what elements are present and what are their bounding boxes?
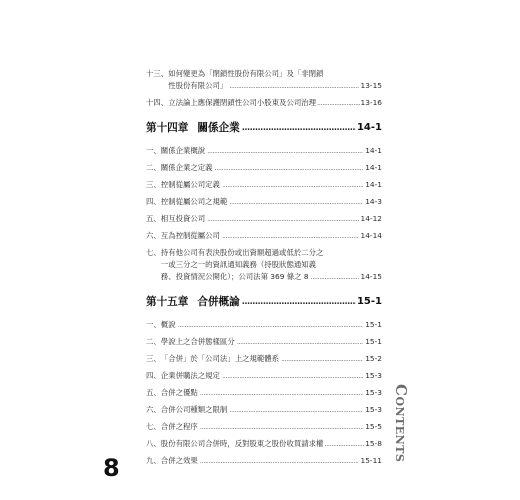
entry-number: 七、	[146, 248, 161, 257]
entry-title: 概說	[160, 320, 176, 329]
entry-page: 15-1	[365, 337, 382, 346]
dot-leader	[281, 355, 363, 363]
entry-title: 關係企業之定義	[160, 163, 213, 172]
dot-leader	[311, 273, 359, 281]
toc-entry-14-1[interactable]	[146, 145, 382, 157]
entry-title: 合併公司種類之限制	[160, 405, 228, 414]
toc-entry-15-3[interactable]	[146, 353, 382, 365]
entry-title: 「合併」於「公司法」上之規範體系	[160, 354, 280, 363]
entry-page: 15-8	[365, 439, 382, 448]
entry-page: 15-1	[365, 320, 382, 329]
entry-title: 合併之優點	[160, 388, 198, 397]
entry-title: 控制從屬公司之規範	[160, 197, 228, 206]
toc-entry-15-9[interactable]	[146, 455, 382, 467]
toc-entry-15-4[interactable]	[146, 370, 382, 382]
entry-title: 股份有限公司合併時，反對股東之股份收買請求權	[160, 439, 324, 448]
entry-page: 14-12	[360, 214, 382, 223]
entry-number: 五、	[146, 214, 161, 223]
entry-number: 三、	[146, 180, 161, 189]
toc-entry-14-2[interactable]	[146, 162, 382, 174]
entry-title: 合併之效果	[160, 456, 198, 465]
dot-leader	[200, 423, 363, 431]
entry-page: 14-1	[365, 146, 382, 155]
entry-page: 14-1	[365, 180, 382, 189]
chapter-heading-14[interactable]	[146, 121, 382, 135]
dot-leader	[222, 372, 363, 380]
toc-entry-15-6[interactable]	[146, 404, 382, 416]
entry-number: 九、	[146, 456, 161, 465]
entry-page: 14-15	[360, 272, 382, 281]
entry-number: 二、	[146, 163, 161, 172]
dot-leader	[229, 198, 363, 206]
chapter-page: 15-1	[356, 296, 382, 307]
toc-entry-15-2[interactable]	[146, 336, 382, 348]
dot-leader	[237, 338, 364, 346]
toc-entry-13-14[interactable]	[146, 97, 382, 109]
chapter-page: 14-1	[356, 122, 382, 133]
dot-leader	[229, 406, 363, 414]
dot-leader	[229, 82, 358, 90]
chapter-title: 關係企業	[197, 122, 240, 134]
chapter-number: 第十四章	[146, 122, 189, 134]
entry-title: 合併之程序	[160, 422, 198, 431]
entry-title: 互為控制從屬公司	[160, 231, 220, 240]
entry-page: 14-3	[365, 197, 382, 206]
entry-page: 15-3	[365, 405, 382, 414]
dot-leader	[242, 124, 356, 133]
entry-number: 六、	[146, 405, 161, 414]
entry-number: 二、	[146, 337, 161, 346]
toc-entry-15-7[interactable]	[146, 421, 382, 433]
entry-page: 15-11	[360, 456, 382, 465]
entry-number: 三、	[146, 354, 161, 363]
entry-page: 14-14	[360, 231, 382, 240]
entry-page: 15-3	[365, 388, 382, 397]
entry-number: 八、	[146, 439, 161, 448]
entry-title: 相互投資公司	[160, 214, 206, 223]
entry-page: 13-15	[360, 81, 382, 90]
entry-number: 六、	[146, 231, 161, 240]
page-number: 8	[103, 454, 120, 482]
entry-number: 四、	[146, 197, 161, 206]
toc-entry-15-5[interactable]	[146, 387, 382, 399]
dot-leader	[200, 457, 359, 465]
entry-page: 14-1	[365, 163, 382, 172]
dot-leader	[324, 440, 364, 448]
dot-leader	[200, 389, 363, 397]
toc-entry-14-6[interactable]	[146, 230, 382, 242]
entry-title: 控制從屬公司定義	[160, 180, 220, 189]
entry-page: 15-3	[365, 371, 382, 380]
entry-title: 學說上之合併態樣區分	[160, 337, 235, 346]
entry-page: 13-16	[360, 98, 382, 107]
entry-number: 一、	[146, 146, 161, 155]
toc-entry-13-13[interactable]	[146, 68, 382, 92]
entry-title-line: 一或三分之一的資訊通知義務（持股狀態通知義	[160, 260, 317, 269]
toc-entry-14-5[interactable]	[146, 213, 382, 225]
dot-leader	[215, 164, 364, 172]
entry-title-line: 務、投資情況公開化）；公司法第 369 條之 8	[160, 272, 309, 281]
entry-number: 七、	[146, 422, 161, 431]
entry-number: 五、	[146, 388, 161, 397]
dot-leader	[222, 232, 359, 240]
entry-page: 15-2	[365, 354, 382, 363]
toc-entry-14-4[interactable]	[146, 196, 382, 208]
table-of-contents	[146, 68, 382, 467]
dot-leader	[207, 147, 363, 155]
dot-leader	[317, 99, 360, 107]
dot-leader	[222, 181, 363, 189]
chapter-number: 第十五章	[146, 296, 189, 308]
toc-entry-14-3[interactable]	[146, 179, 382, 191]
toc-entry-15-8[interactable]	[146, 438, 382, 450]
dot-leader	[242, 298, 356, 307]
entry-number: 一、	[146, 320, 161, 329]
entry-page: 15-5	[365, 422, 382, 431]
dot-leader	[178, 321, 364, 329]
entry-title-line: 持有他公司有表決股份或出資額超過或低於二分之	[160, 248, 324, 257]
entry-number: 十四、	[146, 98, 169, 107]
entry-number: 十三、	[146, 69, 169, 78]
chapter-title: 合併概論	[197, 296, 240, 308]
entry-title: 企業併購法之規定	[160, 371, 220, 380]
toc-entry-15-1[interactable]	[146, 319, 382, 331]
chapter-heading-15[interactable]	[146, 295, 382, 309]
entry-title: 關係企業概說	[160, 146, 206, 155]
entry-title: 立法論上應保護閉鎖性公司小股東及公司治理	[168, 98, 317, 107]
toc-entry-14-7[interactable]	[146, 247, 382, 283]
entry-title-line: 性股份有限公司」	[168, 81, 228, 90]
contents-side-label: Contents	[392, 384, 410, 463]
entry-number: 四、	[146, 371, 161, 380]
entry-title-line: 如何變更為「閉鎖性股份有限公司」及「非閉鎖	[168, 69, 324, 78]
dot-leader	[207, 215, 358, 223]
